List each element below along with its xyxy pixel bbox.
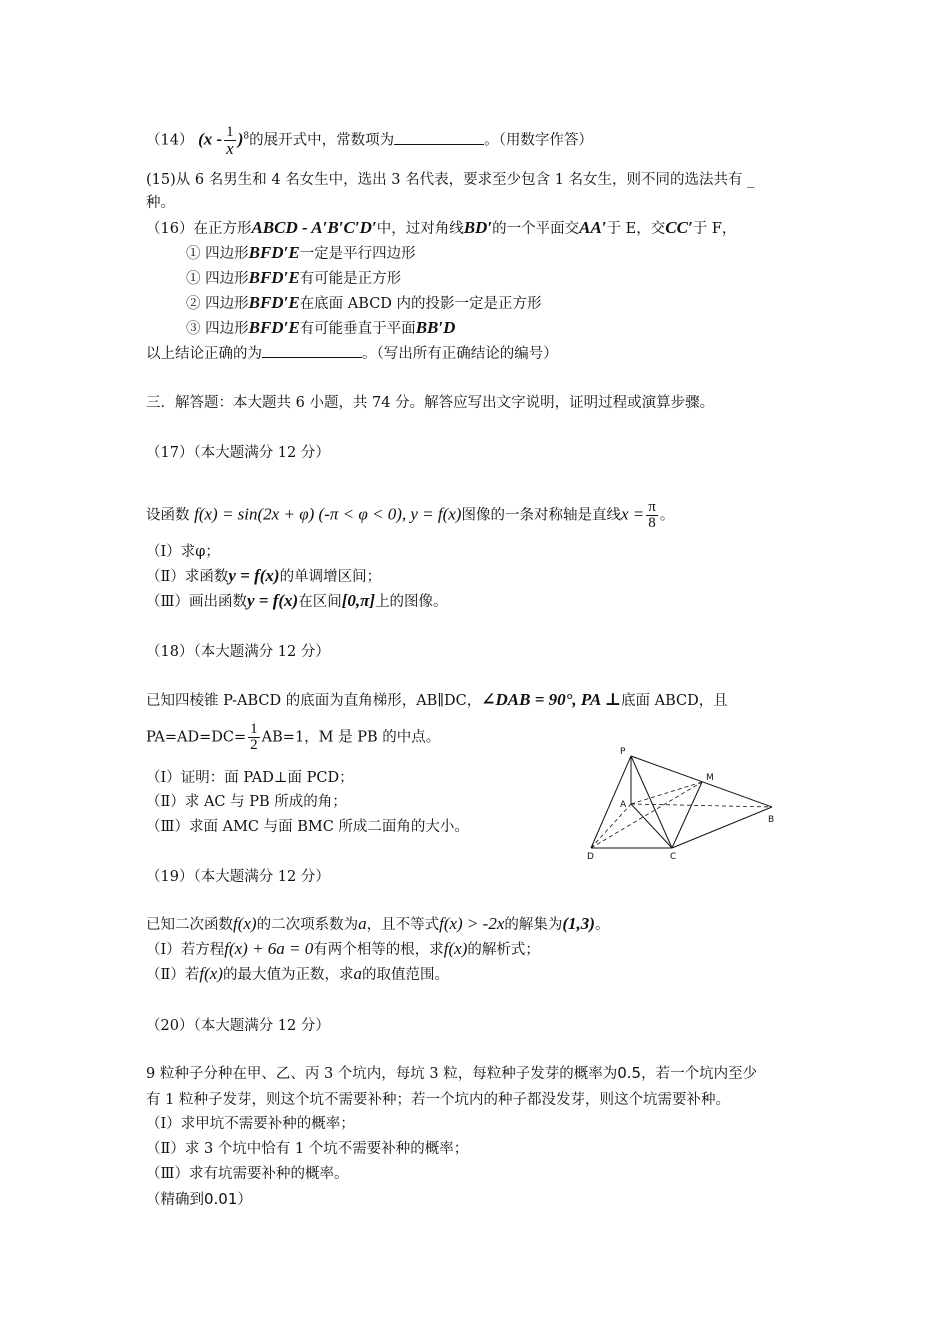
- edge-CM: [672, 782, 702, 848]
- q17-part3: （Ⅲ）画出函数y = f(x)在区间[0,π]上的图像。: [146, 591, 448, 610]
- label-B: B: [768, 815, 775, 825]
- q19-part2: （Ⅱ）若f(x)的最大值为正数，求a的取值范围。: [146, 964, 449, 983]
- label-M: M: [706, 773, 714, 783]
- q19-stem: 已知二次函数f(x)的二次项系数为a，且不等式f(x) > -2x的解集为(1,3)。: [146, 914, 610, 933]
- q14-expr: (x -: [198, 129, 223, 149]
- q17-fraction: $\frac{\pi}{8}$: [648, 499, 656, 531]
- q18-stem2: PA=AD=DC= $\frac{1}{2}$ AB=1，M 是 PB 的中点。: [146, 721, 441, 753]
- q18-part2: （Ⅱ）求 AC 与 PB 所成的角；: [146, 794, 347, 810]
- q15-line2: 种。: [146, 195, 175, 211]
- q16-item: ③ 四边形BFD′E有可能垂直于平面BB′D: [186, 318, 456, 337]
- edge-PC: [631, 756, 672, 848]
- q20-stem2: 有 1 粒种子发芽，则这个坑不需要补种；若一个坑内的种子都没发芽，则这个坑需要补种。: [146, 1092, 730, 1108]
- q20-precision: （精确到0.01）: [146, 1190, 252, 1208]
- edge-AC: [631, 804, 672, 848]
- q20-header: （20）（本大题满分 12 分）: [146, 1018, 330, 1034]
- edge-AM: [631, 782, 702, 804]
- q17-stem: 设函数 f(x) = sin(2x + φ) (-π < φ < 0), y = f(x)图像的一条对称轴是直线x = $\frac{\pi}{8}$ 。: [146, 499, 675, 531]
- q14-line: （14） (x - $\frac{1}{x}$ )$^8$的展开式中，常数项为 。（用数字作答）: [146, 124, 593, 158]
- q20-stem1: 9 粒种子分种在甲、乙、丙 3 个坑内，每坑 3 粒，每粒种子发芽的概率为0.5，若一个坑内至少: [146, 1064, 758, 1082]
- q16-stem: （16）在正方形ABCD - A′B′C′D′中，过对角线BD′的一个平面交AA′于 E，交CC′于 F，: [146, 218, 737, 237]
- q16-conclusion: 以上结论正确的为 。（写出所有正确结论的编号）: [146, 343, 558, 364]
- q17-part2: （Ⅱ）求函数y = f(x)的单调增区间；: [146, 566, 382, 585]
- section-heading: 三．解答题：本大题共 6 小题，共 74 分。解答应写出文字说明，证明过程或演算步骤。: [146, 395, 715, 411]
- answer-blank[interactable]: [262, 343, 362, 358]
- q16-item: ② 四边形BFD′E在底面 ABCD 内的投影一定是正方形: [186, 293, 542, 312]
- q20-part3: （Ⅲ）求有坑需要补种的概率。: [146, 1166, 349, 1182]
- q14-fraction: $\frac{1}{x}$: [226, 124, 234, 158]
- q17-header: （17）（本大题满分 12 分）: [146, 445, 330, 461]
- q18-header: （18）（本大题满分 12 分）: [146, 644, 330, 660]
- q19-header: （19）（本大题满分 12 分）: [146, 869, 330, 885]
- edge-DA: [591, 804, 631, 848]
- pyramid-figure: [580, 742, 790, 867]
- q17-part1: （Ⅰ）求φ；: [146, 544, 220, 560]
- edge-PB: [631, 756, 772, 807]
- edge-CB: [672, 807, 775, 848]
- q20-part2: （Ⅱ）求 3 个坑中恰有 1 个坑不需要补种的概率；: [146, 1141, 469, 1157]
- q18-part1: （Ⅰ）证明：面 PAD⊥面 PCD；: [146, 770, 354, 786]
- q20-part1: （Ⅰ）求甲坑不需要补种的概率；: [146, 1116, 355, 1132]
- q18-stem1: 已知四棱锥 P-ABCD 的底面为直角梯形，AB∥DC，∠DAB = 90°, PA ⊥底面 ABCD，且: [146, 690, 728, 709]
- label-C: C: [670, 852, 677, 862]
- q16-item: ① 四边形BFD′E一定是平行四边形: [186, 243, 416, 262]
- label-A: A: [620, 800, 627, 810]
- q18-fraction: $\frac{1}{2}$: [250, 721, 258, 753]
- q16-item: ① 四边形BFD′E有可能是正方形: [186, 268, 402, 287]
- q19-part1: （Ⅰ）若方程f(x) + 6a = 0有两个相等的根，求f(x)的解析式；: [146, 939, 540, 958]
- label-D: D: [587, 852, 594, 862]
- label-P: P: [620, 747, 626, 757]
- q18-part3: （Ⅲ）求面 AMC 与面 BMC 所成二面角的大小。: [146, 819, 469, 835]
- edge-AB: [631, 804, 772, 807]
- answer-blank[interactable]: [394, 130, 484, 145]
- q15-line1: (15)从 6 名男生和 4 名女生中，选出 3 名代表，要求至少包含 1 名女生，则不同的选法共有 _: [146, 172, 755, 188]
